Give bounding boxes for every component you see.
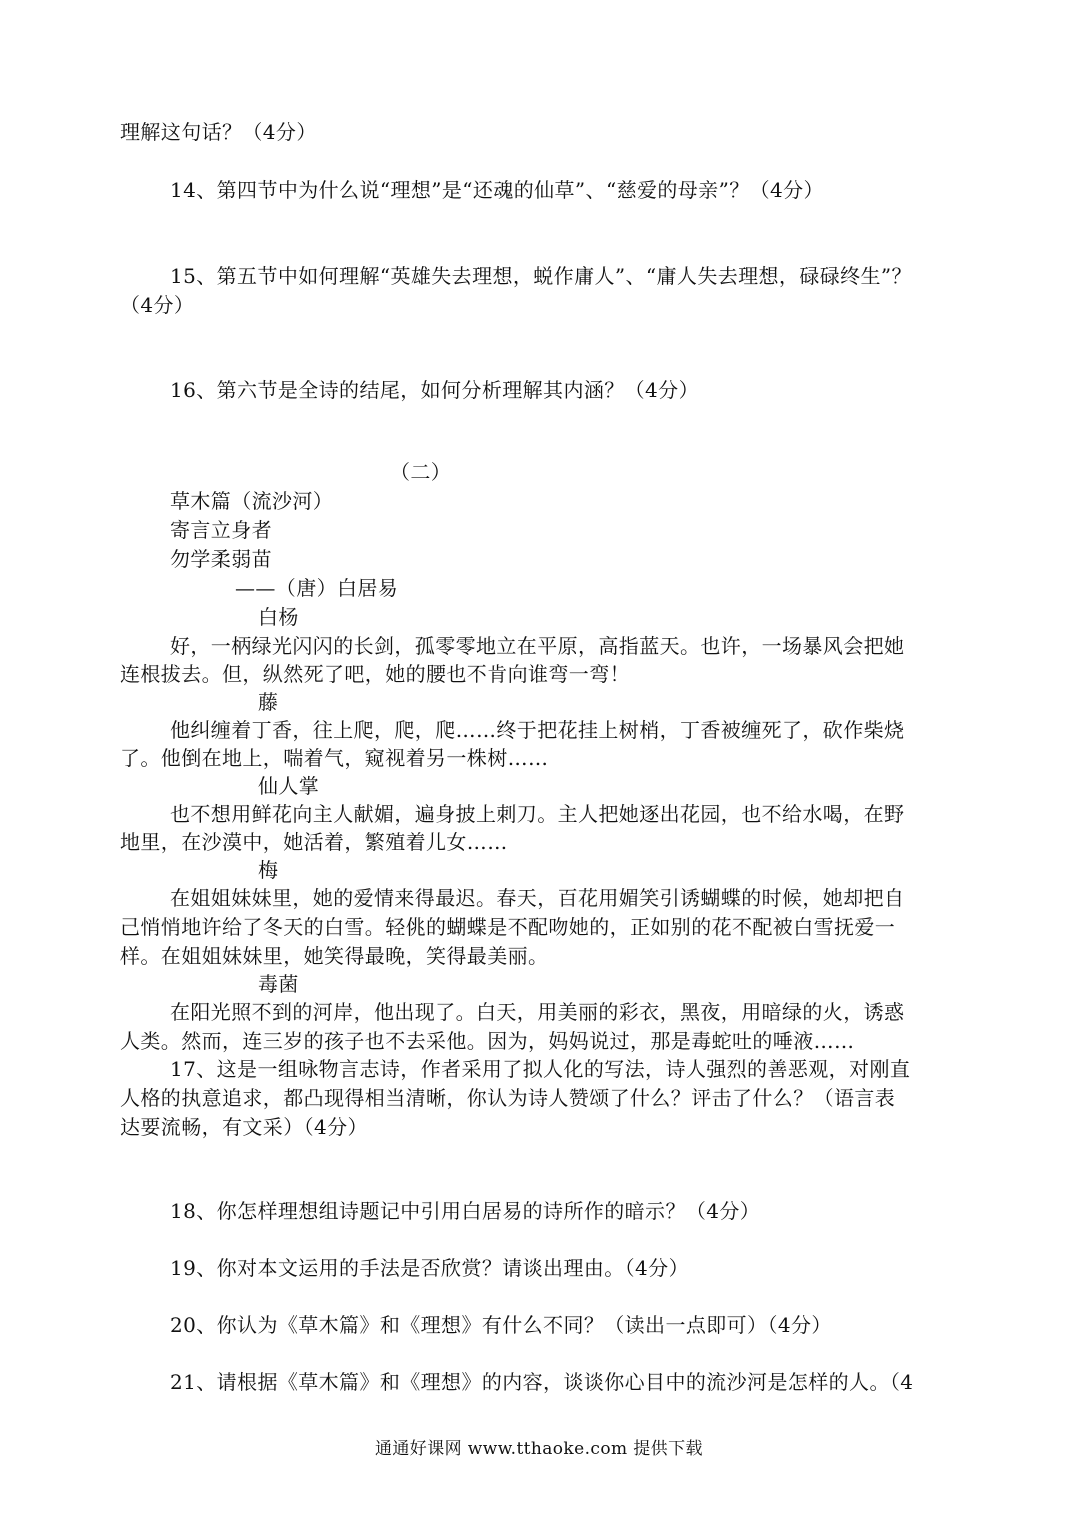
xianrenzhang-line-1: 也不想用鲜花向主人献媚，遍身披上刺刀。主人把她逐出花园，也不给水喝，在野: [170, 802, 905, 826]
subheading-xianrenzhang: 仙人掌: [258, 774, 320, 798]
mei-line-3: 样。在姐姐妹妹里，她笑得最晚，笑得最美丽。: [120, 944, 549, 968]
subheading-teng: 藤: [258, 690, 279, 714]
epigraph-attribution: ——（唐）白居易: [235, 576, 399, 600]
subheading-baiyang: 白杨: [258, 605, 299, 629]
mei-line-2: 己悄悄地许给了冬天的白雪。轻佻的蝴蝶是不配吻她的，正如别的花不配被白雪抚爱一: [120, 915, 896, 939]
baiyang-line-2: 连根拔去。但，纵然死了吧，她的腰也不肯向谁弯一弯！: [120, 662, 630, 686]
question-21: 21、请根据《草木篇》和《理想》的内容，谈谈你心目中的流沙河是怎样的人。（4: [170, 1370, 914, 1394]
question-17-line-3: 达要流畅，有文采）（4分）: [120, 1115, 368, 1139]
teng-line-1: 他纠缠着丁香，往上爬，爬，爬……终于把花挂上树梢，丁香被缠死了，砍作柴烧: [170, 718, 905, 742]
subheading-mei: 梅: [258, 858, 279, 882]
mei-line-1: 在姐姐妹妹里，她的爱情来得最迟。春天，百花用媚笑引诱蝴蝶的时候，她却把自: [170, 886, 905, 910]
question-16: 16、第六节是全诗的结尾，如何分析理解其内涵？（4分）: [170, 378, 699, 402]
xianrenzhang-line-2: 地里，在沙漠中，她活着，繁殖着儿女……: [120, 830, 508, 854]
question-17-line-1: 17、这是一组咏物言志诗，作者采用了拟人化的写法，诗人强烈的善恶观，对刚直: [170, 1057, 911, 1081]
question-18: 18、你怎样理想组诗题记中引用白居易的诗所作的暗示？（4分）: [170, 1199, 761, 1223]
epigraph-line-2: 勿学柔弱苗: [170, 547, 272, 571]
dujun-line-1: 在阳光照不到的河岸，他出现了。白天，用美丽的彩衣，黑夜，用暗绿的火，诱惑: [170, 1000, 905, 1024]
subheading-dujun: 毒菌: [258, 972, 299, 996]
question-20: 20、你认为《草木篇》和《理想》有什么不同？（读出一点即可）（4分）: [170, 1313, 832, 1337]
epigraph-line-1: 寄言立身者: [170, 518, 272, 542]
question-15-line-1: 15、第五节中如何理解“英雄失去理想，蜕作庸人”、“庸人失去理想，碌碌终生”？: [170, 264, 912, 288]
question-17-line-2: 人格的执意追求，都凸现得相当清晰，你认为诗人赞颂了什么？评击了什么？（语言表: [120, 1086, 896, 1110]
dujun-line-2: 人类。然而，连三岁的孩子也不去采他。因为，妈妈说过，那是毒蛇吐的唾液……: [120, 1029, 855, 1053]
teng-line-2: 了。他倒在地上，喘着气，窥视着另一株树……: [120, 746, 549, 770]
question-19: 19、你对本文运用的手法是否欣赏？请谈出理由。（4分）: [170, 1256, 689, 1280]
poem-title: 草木篇（流沙河）: [170, 489, 334, 513]
baiyang-line-1: 好，一柄绿光闪闪的长剑，孤零零地立在平原，高指蓝天。也许，一场暴风会把她: [170, 634, 905, 658]
question-14: 14、第四节中为什么说“理想”是“还魂的仙草”、“慈爱的母亲”？（4分）: [170, 178, 824, 202]
question-13-continuation: 理解这句话？（4分）: [120, 120, 317, 144]
question-15-line-2: （4分）: [120, 293, 195, 317]
section-heading: （二）: [390, 460, 452, 484]
page-footer: 通通好课网 www.tthaoke.com 提供下载: [375, 1439, 703, 1459]
